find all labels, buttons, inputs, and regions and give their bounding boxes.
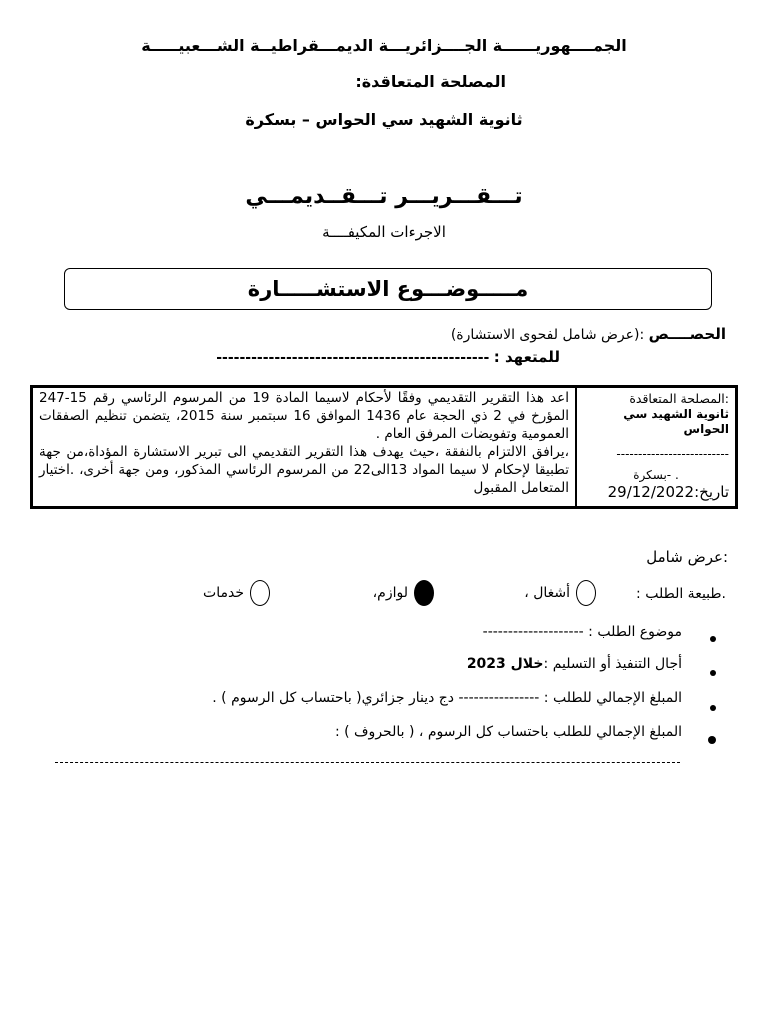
supplies-radio-selected[interactable] <box>414 580 434 606</box>
summary-label: الحصــــص <box>648 325 726 343</box>
contractor-dashes: ----------------------------------------------- <box>216 350 490 366</box>
service-separator: -------------------------- <box>616 446 729 461</box>
item-amount-words-label: المبلغ الإجمالي للطلب باحتساب كل الرسوم ، ( بالحروف ) : <box>334 724 682 740</box>
info-paragraph-2: ،يرافق الالتزام بالنفقة ،حيث يهدف هذا التقرير التقديمي الى تبرير الاستشارة المؤداة،من جهة تطبيقا لإحكام لا سيما المواد 13الى22 من المرسوم الرئاسي المذكور، ومن جهة أخرى، .اختيار المتعامل المقبول <box>39 443 569 496</box>
info-table-service-cell <box>575 388 735 506</box>
item-amount <box>212 690 682 706</box>
bullet-dot-icon <box>708 736 716 744</box>
bullet-1 <box>708 627 716 635</box>
service-city: . -بسكرة <box>633 467 679 482</box>
bullet-4 <box>708 729 716 737</box>
service-school: ثانوية الشهيد سي الحواس <box>623 406 729 436</box>
summary-line <box>451 325 726 343</box>
item-subject-value: -------------------- <box>482 624 584 640</box>
services-label: خدمات <box>203 585 244 601</box>
option-works[interactable] <box>524 580 596 606</box>
nature-label: .طبيعة الطلب : <box>636 586 726 602</box>
report-title: تـــقـــريـــر تـــقــديمـــي <box>245 184 523 209</box>
contractor-line <box>216 348 560 366</box>
subject-box <box>64 268 712 310</box>
school-header: ثانوية الشهيد سي الحواس – بسكرة <box>245 110 523 129</box>
info-table-text-cell <box>33 388 575 506</box>
item-deadline <box>467 656 682 672</box>
item-deadline-value: خلال 2023 <box>466 656 544 672</box>
date-line <box>583 483 729 502</box>
date-label: تاريخ: <box>694 482 729 501</box>
subject-title: مـــــوضـــوع الاستشـــــارة <box>247 277 529 301</box>
report-subtitle: الاجرءات المكيفــــة <box>322 223 446 241</box>
bullet-2 <box>708 661 716 669</box>
contractor-label: للمتعهد : <box>493 348 560 366</box>
bullet-dot-icon <box>710 705 716 711</box>
option-services[interactable] <box>203 580 270 606</box>
amount-words-fill-line <box>55 762 680 763</box>
item-deadline-label: أجال التنفيذ أو التسليم : <box>543 656 682 672</box>
summary-text: :(عرض شامل لفحوى الاستشارة) <box>450 327 645 343</box>
item-subject-label: موضوع الطلب : <box>588 624 682 640</box>
bullet-dot-icon <box>710 636 716 642</box>
supplies-label: لوازم، <box>372 585 408 601</box>
option-supplies[interactable] <box>373 580 434 606</box>
contracting-service-header: المصلحة المتعاقدة: <box>355 72 506 91</box>
item-subject <box>483 624 682 640</box>
bullet-dot-icon <box>710 670 716 676</box>
services-radio[interactable] <box>250 580 270 606</box>
item-amount-label: المبلغ الإجمالي للطلب : <box>543 690 682 706</box>
works-label: أشغال ، <box>524 585 570 601</box>
republic-header: الجمــــهوريــــــة الجــــزائريـــة الديمـــقراطيــة الشـــعبيـــــة <box>141 36 627 55</box>
service-label: :المصلحة المتعاقدة <box>629 391 729 406</box>
date-value: 29/12/2022 <box>607 482 695 501</box>
info-table <box>30 385 738 509</box>
offer-title: :عرض شامل <box>646 548 728 566</box>
item-amount-value: ---------------- دج دينار جزائري( باحتساب كل الرسوم ) . <box>212 690 540 706</box>
bullet-3 <box>708 696 716 704</box>
works-radio[interactable] <box>576 580 596 606</box>
item-amount-words <box>335 724 682 740</box>
info-paragraph-1: اعد هذا التقرير التقديمي وفقًا لأحكام لاسيما المادة 19 من المرسوم الرئاسي رقم 15-247 المؤرخ في 2 ذي الحجة عام 1436 الموافق 16 سبتمبر سنة 2015، يتضمن تنظيم الصفقات العمومية وتفويضات المرفق العام . <box>39 390 569 442</box>
